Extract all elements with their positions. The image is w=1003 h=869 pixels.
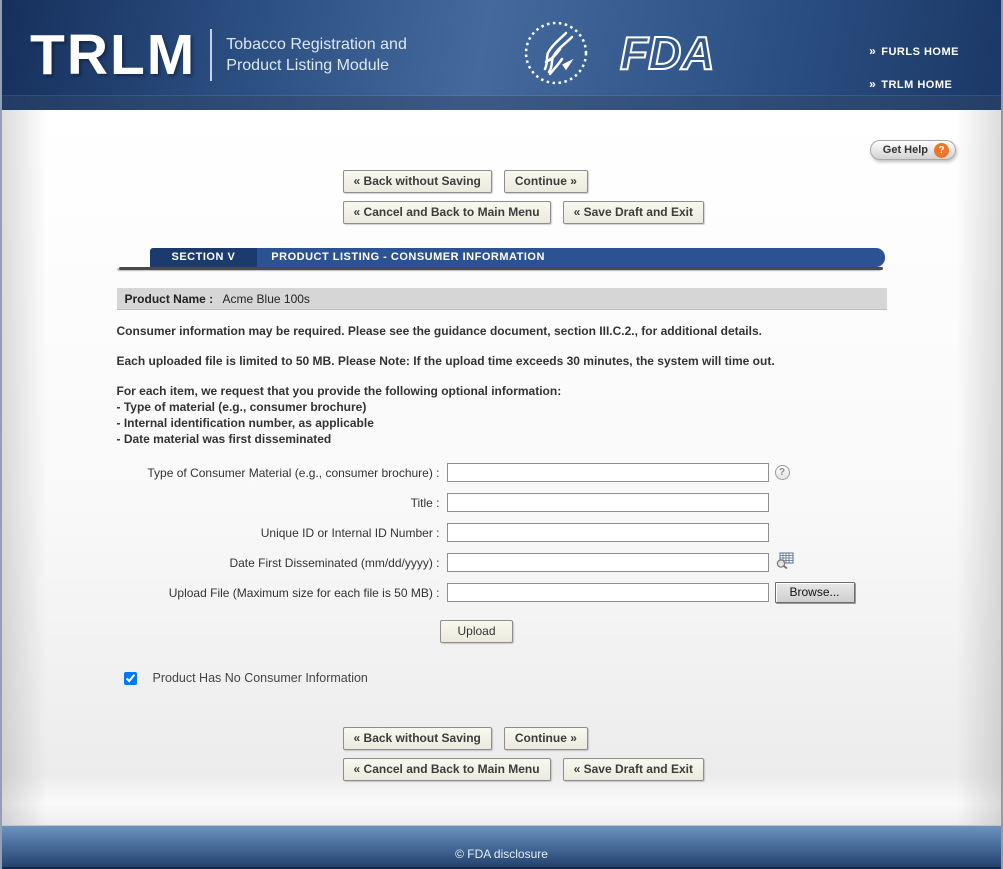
calendar-picker-icon[interactable] — [775, 552, 794, 574]
save-draft-exit-button[interactable]: « Save Draft and Exit — [563, 758, 704, 781]
upload-row — [117, 620, 837, 643]
header-links — [869, 44, 959, 110]
continue-button[interactable]: Continue » — [504, 170, 588, 193]
section-underline — [119, 267, 883, 270]
app-subtitle — [226, 34, 407, 76]
app-subtitle-line1: Tobacco Registration and — [226, 36, 407, 53]
page-footer — [2, 825, 1001, 869]
product-name-bar — [117, 288, 887, 310]
bullet-item: - Type of material (e.g., consumer brochure) — [116, 400, 367, 414]
no-consumer-info-row — [124, 671, 887, 685]
content-area — [117, 248, 887, 685]
title-input[interactable] — [447, 493, 769, 512]
link-arrow-icon: » — [869, 44, 877, 58]
product-name-label: Product Name : — [124, 292, 214, 306]
save-draft-exit-button[interactable]: « Save Draft and Exit — [563, 201, 704, 224]
instruction-paragraph: Consumer information may be required. Please see the guidance document, section III.C.2., for additional details. — [116, 324, 762, 338]
upload-button[interactable]: Upload — [440, 620, 512, 643]
app-subtitle-line2: Product Listing Module — [226, 57, 390, 74]
back-without-saving-button[interactable]: « Back without Saving — [343, 170, 492, 193]
material-type-input[interactable] — [447, 463, 769, 482]
instruction-paragraph: Each uploaded file is limited to 50 MB. Please Note: If the upload time exceeds 30 minutes, the system will time out. — [116, 354, 775, 368]
bullet-item: - Internal identification number, as applicable — [116, 416, 374, 430]
trlm-logo: TRLM — [30, 23, 197, 87]
bullet-item: - Date material was first disseminated — [116, 432, 332, 446]
form-row-title — [117, 493, 887, 512]
section-tab: SECTION V — [150, 248, 258, 267]
instruction-bullets — [117, 400, 887, 447]
upload-file-input[interactable] — [447, 583, 769, 602]
consumer-info-form — [117, 463, 887, 685]
unique-id-label: Unique ID or Internal ID Number : — [260, 525, 440, 540]
svg-text:FDA: FDA — [619, 26, 714, 79]
footer-disclosure-text: © FDA disclosure — [455, 847, 548, 861]
form-row-unique-id — [117, 523, 887, 542]
continue-button[interactable]: Continue » — [504, 727, 588, 750]
form-row-upload-file — [117, 583, 887, 602]
material-type-label: Type of Consumer Material (e.g., consumer brochure) : — [147, 465, 440, 480]
date-disseminated-input[interactable] — [447, 553, 769, 572]
logo-divider — [210, 29, 212, 81]
trlm-home-link[interactable]: » TRLM HOME — [869, 77, 953, 91]
back-without-saving-button[interactable]: « Back without Saving — [343, 727, 492, 750]
upload-file-label: Upload File (Maximum size for each file is 50 MB) : — [168, 585, 440, 600]
furls-home-link[interactable]: » FURLS HOME — [869, 44, 959, 58]
hhs-seal-icon — [522, 19, 590, 92]
fda-logo-icon — [618, 27, 714, 84]
cancel-back-main-menu-button[interactable]: « Cancel and Back to Main Menu — [343, 201, 551, 224]
date-disseminated-label: Date First Disseminated (mm/dd/yyyy) : — [229, 555, 440, 570]
instructions — [117, 324, 887, 447]
no-consumer-info-checkbox[interactable] — [124, 672, 137, 685]
form-row-date-disseminated — [117, 553, 887, 572]
get-help-button[interactable]: Get Help ? — [870, 140, 956, 160]
link-arrow-icon: » — [869, 77, 877, 91]
top-nav-buttons — [343, 170, 693, 224]
question-mark-icon: ? — [934, 143, 949, 158]
form-row-material-type — [117, 463, 887, 482]
cancel-back-main-menu-button[interactable]: « Cancel and Back to Main Menu — [343, 758, 551, 781]
gethelp-row — [2, 110, 1001, 168]
product-name-value: Acme Blue 100s — [222, 292, 310, 306]
title-label: Title : — [410, 495, 440, 510]
help-icon[interactable]: ? — [775, 465, 790, 480]
section-header — [117, 248, 887, 270]
bottom-nav-buttons — [343, 727, 693, 781]
main-content — [2, 110, 1001, 825]
unique-id-input[interactable] — [447, 523, 769, 542]
instruction-paragraph: For each item, we request that you provide the following optional information: — [116, 384, 562, 398]
no-consumer-info-label[interactable]: Product Has No Consumer Information — [152, 671, 368, 685]
app-header — [2, 0, 1001, 110]
browse-button[interactable]: Browse... — [775, 582, 855, 603]
section-title: PRODUCT LISTING - CONSUMER INFORMATION — [257, 248, 884, 267]
